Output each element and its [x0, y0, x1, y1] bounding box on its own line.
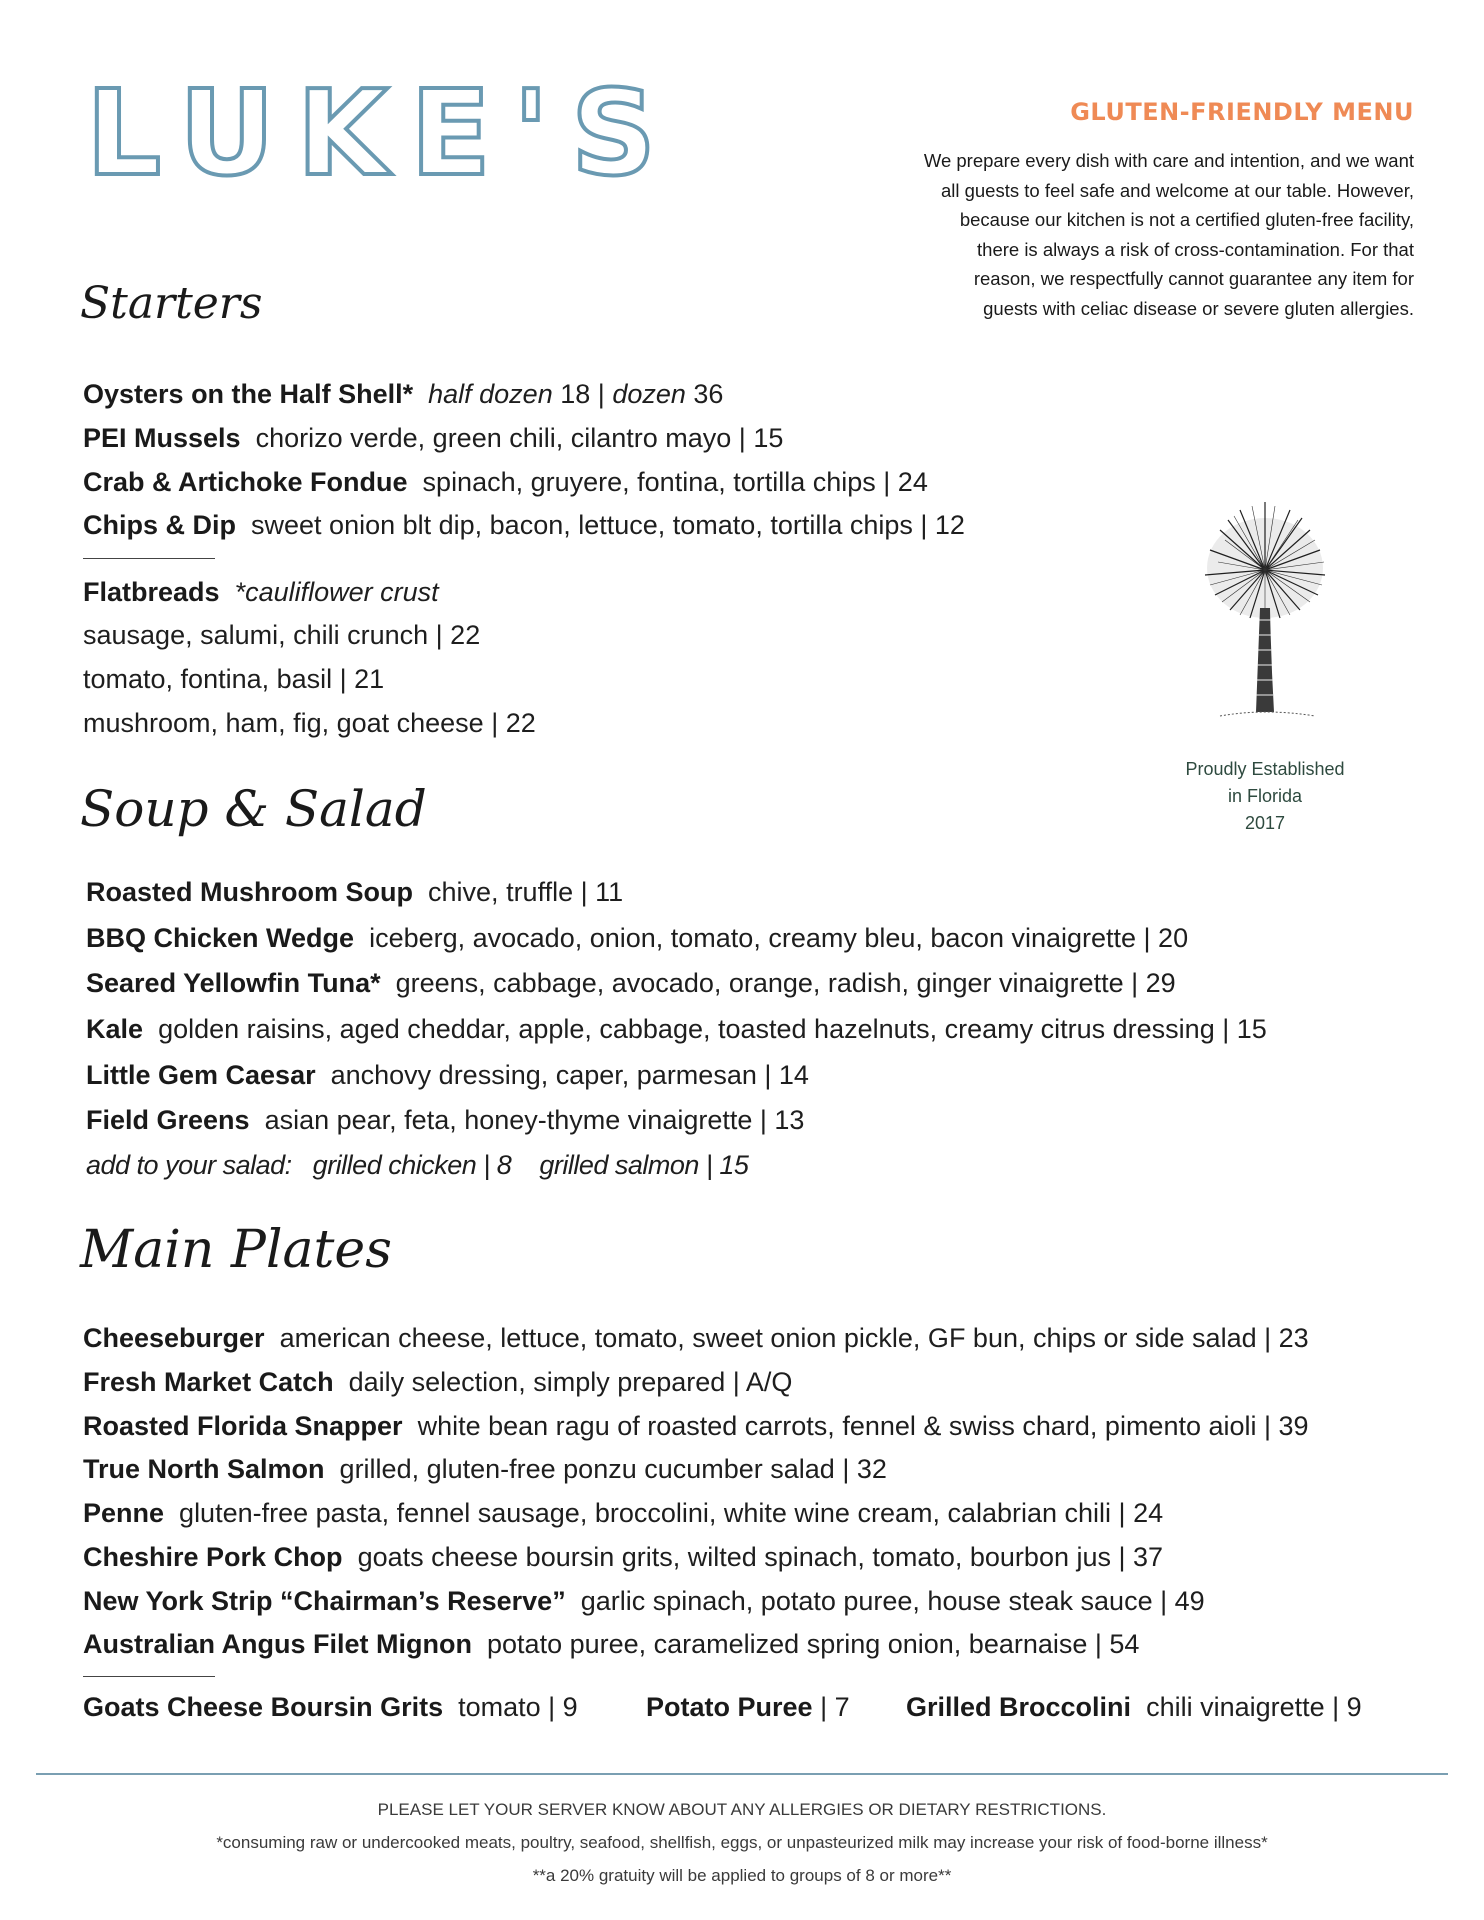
item-name: Potato Puree [646, 1692, 813, 1722]
side-item [83, 1689, 578, 1725]
item-name: Roasted Mushroom Soup [86, 877, 414, 907]
established-line: in Florida [1227, 786, 1303, 806]
item-description: potato puree, caramelized spring onion, bearnaise | 54 [487, 1629, 1140, 1659]
flatbreads-heading [83, 574, 439, 610]
item-name: PEI Mussels [83, 423, 241, 453]
footer-gratuity-note: **a 20% gratuity will be applied to groups of 8 or more** [532, 1866, 952, 1885]
divider [83, 558, 215, 559]
established-note [1150, 756, 1380, 837]
menu-item [83, 1408, 1309, 1444]
item-name: Kale [86, 1014, 144, 1044]
item-name: BBQ Chicken Wedge [86, 923, 355, 953]
established-line: 2017 [1244, 813, 1286, 833]
menu-item [83, 464, 928, 500]
item-description: greens, cabbage, avocado, orange, radish, ginger vinaigrette | 29 [395, 968, 1176, 998]
established-line: Proudly Established [1185, 759, 1345, 779]
menu-item [83, 1539, 1163, 1575]
item-name: New York Strip “Chairman’s Reserve” [83, 1586, 566, 1616]
item-name: Fresh Market Catch [83, 1367, 334, 1397]
item-name: True North Salmon [83, 1454, 325, 1484]
divider [83, 1676, 215, 1677]
item-description: anchovy dressing, caper, parmesan | 14 [330, 1060, 809, 1090]
item-description: | 7 [820, 1692, 850, 1722]
logo-text: LUKE'S [86, 64, 678, 202]
item-name: Field Greens [86, 1105, 250, 1135]
item-description: goats cheese boursin grits, wilted spinach, tomato, bourbon jus | 37 [357, 1542, 1164, 1572]
menu-item [83, 1583, 1205, 1619]
item-description: tomato | 9 [458, 1692, 578, 1722]
menu-item [83, 1364, 792, 1400]
item-name: Roasted Florida Snapper [83, 1411, 403, 1441]
footer-divider [36, 1773, 1448, 1775]
item-description: chili vinaigrette | 9 [1146, 1692, 1362, 1722]
item-description: gluten-free pasta, fennel sausage, broccolini, white wine cream, calabrian chili | 24 [179, 1498, 1164, 1528]
section-heading-starters: Starters [80, 278, 263, 329]
palm-tree-icon [1180, 490, 1350, 740]
item-description: daily selection, simply prepared | A/Q [348, 1367, 793, 1397]
item-name: Penne [83, 1498, 165, 1528]
menu-item [83, 1320, 1309, 1356]
flatbread-item: sausage, salumi, chili crunch | 22 [83, 620, 481, 650]
menu-item [86, 1011, 1267, 1047]
gluten-disclaimer [814, 146, 1414, 323]
menu-item [86, 965, 1176, 1001]
disclaimer-line: because our kitchen is not a certified gluten-free facility, [959, 209, 1414, 230]
item-description: grilled, gluten-free ponzu cucumber salad | 32 [339, 1454, 887, 1484]
item-description: american cheese, lettuce, tomato, sweet onion pickle, GF bun, chips or side salad | 23 [279, 1323, 1309, 1353]
disclaimer-line: We prepare every dish with care and intention, and we want [923, 150, 1414, 171]
menu-item [86, 1102, 804, 1138]
flatbread-item: tomato, fontina, basil | 21 [83, 664, 385, 694]
addon-label: add to your salad: [86, 1150, 292, 1180]
item-name: Grilled Broccolini [906, 1692, 1132, 1722]
flatbread-item: mushroom, ham, fig, goat cheese | 22 [83, 708, 536, 738]
disclaimer-line: all guests to feel safe and welcome at our table. However, [940, 179, 1414, 201]
disclaimer-line: guests with celiac disease or severe gluten allergies. [983, 297, 1414, 319]
item-description: chive, truffle | 11 [428, 877, 624, 907]
item-description: asian pear, feta, honey-thyme vinaigrette | 13 [264, 1105, 805, 1135]
section-heading-soup-salad: Soup & Salad [80, 780, 427, 838]
menu-item [83, 376, 723, 412]
item-name: Australian Angus Filet Mignon [83, 1629, 472, 1659]
item-description: chorizo verde, green chili, cilantro mayo | 15 [255, 423, 784, 453]
salad-addons [86, 1147, 748, 1183]
item-name: Crab & Artichoke Fondue [83, 467, 408, 497]
item-size: half dozen [428, 379, 553, 409]
item-price: 18 | [560, 379, 605, 409]
item-name: Chips & Dip [83, 510, 236, 540]
footer-raw-food-warning: *consuming raw or undercooked meats, poultry, seafood, shellfish, eggs, or unpasteurized milk may increase your risk of food-borne illness* [216, 1833, 1268, 1852]
item-name: Seared Yellowfin Tuna* [86, 968, 381, 998]
menu-item [86, 1057, 809, 1093]
item-description: golden raisins, aged cheddar, apple, cabbage, toasted hazelnuts, creamy citrus dressing | 15 [158, 1014, 1267, 1044]
menu-item [83, 420, 783, 456]
item-description: iceberg, avocado, onion, tomato, creamy bleu, bacon vinaigrette | 20 [369, 923, 1189, 953]
item-name: Flatbreads [83, 577, 220, 607]
item-name: Cheshire Pork Chop [83, 1542, 343, 1572]
section-heading-main-plates: Main Plates [80, 1220, 392, 1280]
item-name: Little Gem Caesar [86, 1060, 316, 1090]
side-item [646, 1689, 850, 1725]
disclaimer-line: reason, we respectfully cannot guarantee any item for [973, 268, 1414, 289]
menu-item [83, 1451, 887, 1487]
menu-item [86, 920, 1188, 956]
menu-item [83, 1626, 1139, 1662]
item-name: Oysters on the Half Shell* [83, 379, 414, 409]
restaurant-logo [86, 64, 678, 202]
addon-option: grilled salmon | 15 [539, 1150, 749, 1180]
addon-option: grilled chicken | 8 [312, 1150, 512, 1180]
item-name: Cheeseburger [83, 1323, 265, 1353]
item-description: sweet onion blt dip, bacon, lettuce, tomato, tortilla chips | 12 [251, 510, 965, 540]
item-name: Goats Cheese Boursin Grits [83, 1692, 444, 1722]
menu-item [86, 874, 623, 910]
item-size: dozen [612, 379, 686, 409]
item-description: white bean ragu of roasted carrots, fennel & swiss chard, pimento aioli | 39 [417, 1411, 1309, 1441]
item-price: 36 [693, 379, 724, 409]
menu-item [83, 507, 965, 543]
flatbread-note: *cauliflower crust [234, 577, 439, 607]
disclaimer-line: there is always a risk of cross-contamination. For that [977, 238, 1414, 260]
menu-title: GLUTEN-FRIENDLY MENU [1070, 98, 1414, 126]
footer-allergy-notice: PLEASE LET YOUR SERVER KNOW ABOUT ANY ALLERGIES OR DIETARY RESTRICTIONS. [377, 1800, 1107, 1819]
menu-item [83, 1495, 1163, 1531]
item-description: spinach, gruyere, fontina, tortilla chips | 24 [422, 467, 928, 497]
side-item [906, 1689, 1362, 1725]
item-description: garlic spinach, potato puree, house steak sauce | 49 [580, 1586, 1205, 1616]
